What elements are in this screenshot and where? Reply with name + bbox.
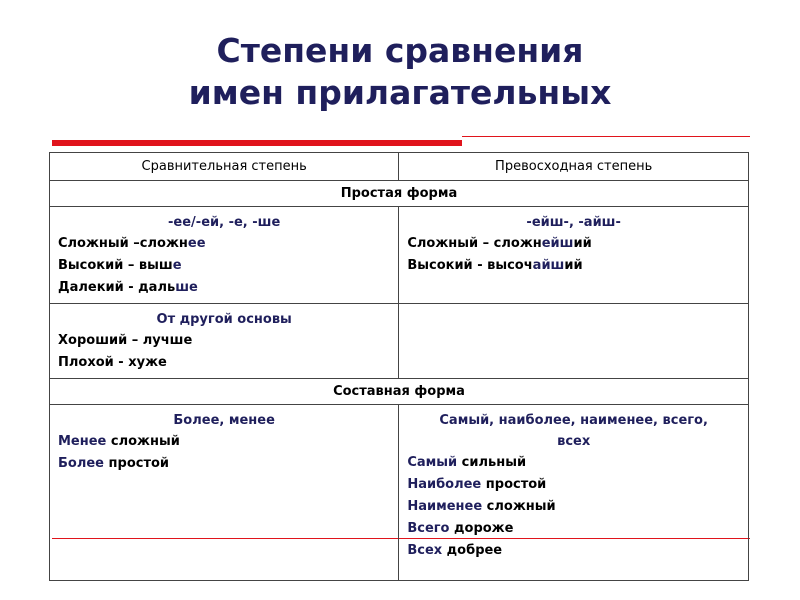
compound-superlative-cell [399, 405, 749, 581]
example-line: Всех добрее [407, 543, 503, 558]
example-line: Наиболее простой [407, 477, 547, 492]
compound-superlative-heading: Самый, наиболее, наименее, всего, всех [439, 413, 708, 449]
example-line: Самый сильный [407, 455, 527, 470]
header-comparative: Сравнительная степень [50, 153, 399, 181]
section-row-compound [50, 379, 749, 405]
table-row [50, 405, 749, 581]
example-line: Наименее сложный [407, 499, 556, 514]
example-line: Сложный – сложнейший [407, 236, 592, 251]
table-row [50, 207, 749, 304]
example-line: Далекий - дальше [58, 280, 198, 295]
section-label-simple: Простая форма [50, 181, 749, 207]
section-row-simple [50, 181, 749, 207]
table-row [50, 304, 749, 379]
example-line: Хороший – лучше [58, 333, 193, 348]
simple-superlative-cell [399, 207, 749, 304]
simple-comparative-cell [50, 207, 399, 304]
slide-title [0, 30, 800, 114]
compound-comparative-cell [50, 405, 399, 581]
simple-comparative-heading: -ее/-ей, -е, -ше [168, 215, 281, 230]
slide-title-line-2: имен прилагательных [188, 73, 612, 112]
example-line: Высокий – выше [58, 258, 182, 273]
table-header-row [50, 153, 749, 181]
other-stem-heading: От другой основы [156, 312, 292, 327]
slide-title-line-1: Степени сравнения [216, 31, 584, 70]
other-stem-cell [50, 304, 399, 379]
comparison-table [49, 152, 749, 581]
red-accent-line [462, 136, 750, 137]
example-line: Сложный –сложнее [58, 236, 206, 251]
example-line: Плохой - хуже [58, 355, 167, 370]
simple-superlative-heading: -ейш-, -айш- [526, 215, 621, 230]
example-line: Всего дороже [407, 521, 514, 536]
example-line: Менее сложный [58, 434, 180, 449]
compound-comparative-heading: Более, менее [173, 413, 275, 428]
red-accent-bar [52, 140, 462, 146]
example-line: Высокий - высочайший [407, 258, 583, 273]
example-line: Более простой [58, 456, 170, 471]
section-label-compound: Составная форма [50, 379, 749, 405]
header-superlative: Превосходная степень [399, 153, 749, 181]
empty-cell [399, 304, 749, 379]
